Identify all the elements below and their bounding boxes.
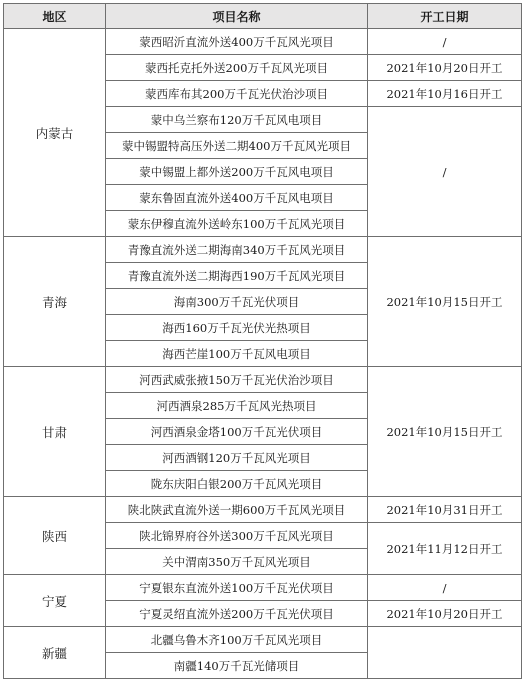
project-name-cell: 蒙中锡盟上都外送200万千瓦风电项目 [106,159,368,185]
region-cell: 内蒙古 [4,29,106,237]
project-name-cell: 海南300万千瓦光伏项目 [106,289,368,315]
project-name-cell: 青豫直流外送二期海南340万千瓦风光项目 [106,237,368,263]
table-row [4,29,522,55]
project-name-cell: 宁夏银东直流外送100万千瓦光伏项目 [106,575,368,601]
region-cell: 青海 [4,237,106,367]
project-name-cell: 关中渭南350万千瓦风光项目 [106,549,368,575]
start-date-cell: 2021年10月16日开工 [368,81,522,107]
project-name-cell: 北疆乌鲁木齐100万千瓦风光项目 [106,627,368,653]
project-name-cell: 青豫直流外送二期海西190万千瓦风光项目 [106,263,368,289]
region-cell: 新疆 [4,627,106,679]
start-date-cell: 2021年10月20日开工 [368,601,522,627]
start-date-cell: 2021年10月15日开工 [368,367,522,497]
project-name-cell: 陕北陕武直流外送一期600万千瓦风光项目 [106,497,368,523]
project-table-container [3,3,522,679]
project-name-cell: 海西160万千瓦光伏光热项目 [106,315,368,341]
project-name-cell: 河西酒钢120万千瓦风光项目 [106,445,368,471]
project-table [3,3,522,679]
project-name-cell: 蒙西托克托外送200万千瓦风光项目 [106,55,368,81]
start-date-cell: 2021年10月15日开工 [368,237,522,367]
region-cell: 宁夏 [4,575,106,627]
table-header-row [4,4,522,29]
project-name-cell: 蒙中锡盟特高压外送二期400万千瓦风光项目 [106,133,368,159]
header-project: 项目名称 [106,4,368,29]
project-name-cell: 宁夏灵绍直流外送200万千瓦光伏项目 [106,601,368,627]
start-date-cell: 2021年11月12日开工 [368,523,522,575]
project-name-cell: 南疆140万千瓦光储项目 [106,653,368,679]
project-name-cell: 蒙西昭沂直流外送400万千瓦风光项目 [106,29,368,55]
header-date: 开工日期 [368,4,522,29]
table-row [4,237,522,263]
table-row [4,367,522,393]
project-name-cell: 陇东庆阳白银200万千瓦风光项目 [106,471,368,497]
project-name-cell: 蒙东伊穆直流外送岭东100万千瓦风光项目 [106,211,368,237]
start-date-cell: 2021年10月31日开工 [368,497,522,523]
table-row [4,627,522,653]
project-name-cell: 蒙西库布其200万千瓦光伏治沙项目 [106,81,368,107]
project-name-cell: 河西酒泉金塔100万千瓦光伏项目 [106,419,368,445]
table-row [4,575,522,601]
header-region: 地区 [4,4,106,29]
start-date-cell: 2021年10月20日开工 [368,55,522,81]
table-row [4,497,522,523]
project-name-cell: 海西芒崖100万千瓦风电项目 [106,341,368,367]
start-date-cell: / [368,107,522,237]
project-name-cell: 河西武威张掖150万千瓦光伏治沙项目 [106,367,368,393]
start-date-cell: / [368,575,522,601]
region-cell: 甘肃 [4,367,106,497]
start-date-cell [368,627,522,679]
project-name-cell: 河西酒泉285万千瓦风光热项目 [106,393,368,419]
project-name-cell: 蒙中乌兰察布120万千瓦风电项目 [106,107,368,133]
project-name-cell: 蒙东鲁固直流外送400万千瓦风电项目 [106,185,368,211]
region-cell: 陕西 [4,497,106,575]
project-name-cell: 陕北锦界府谷外送300万千瓦风光项目 [106,523,368,549]
start-date-cell: / [368,29,522,55]
